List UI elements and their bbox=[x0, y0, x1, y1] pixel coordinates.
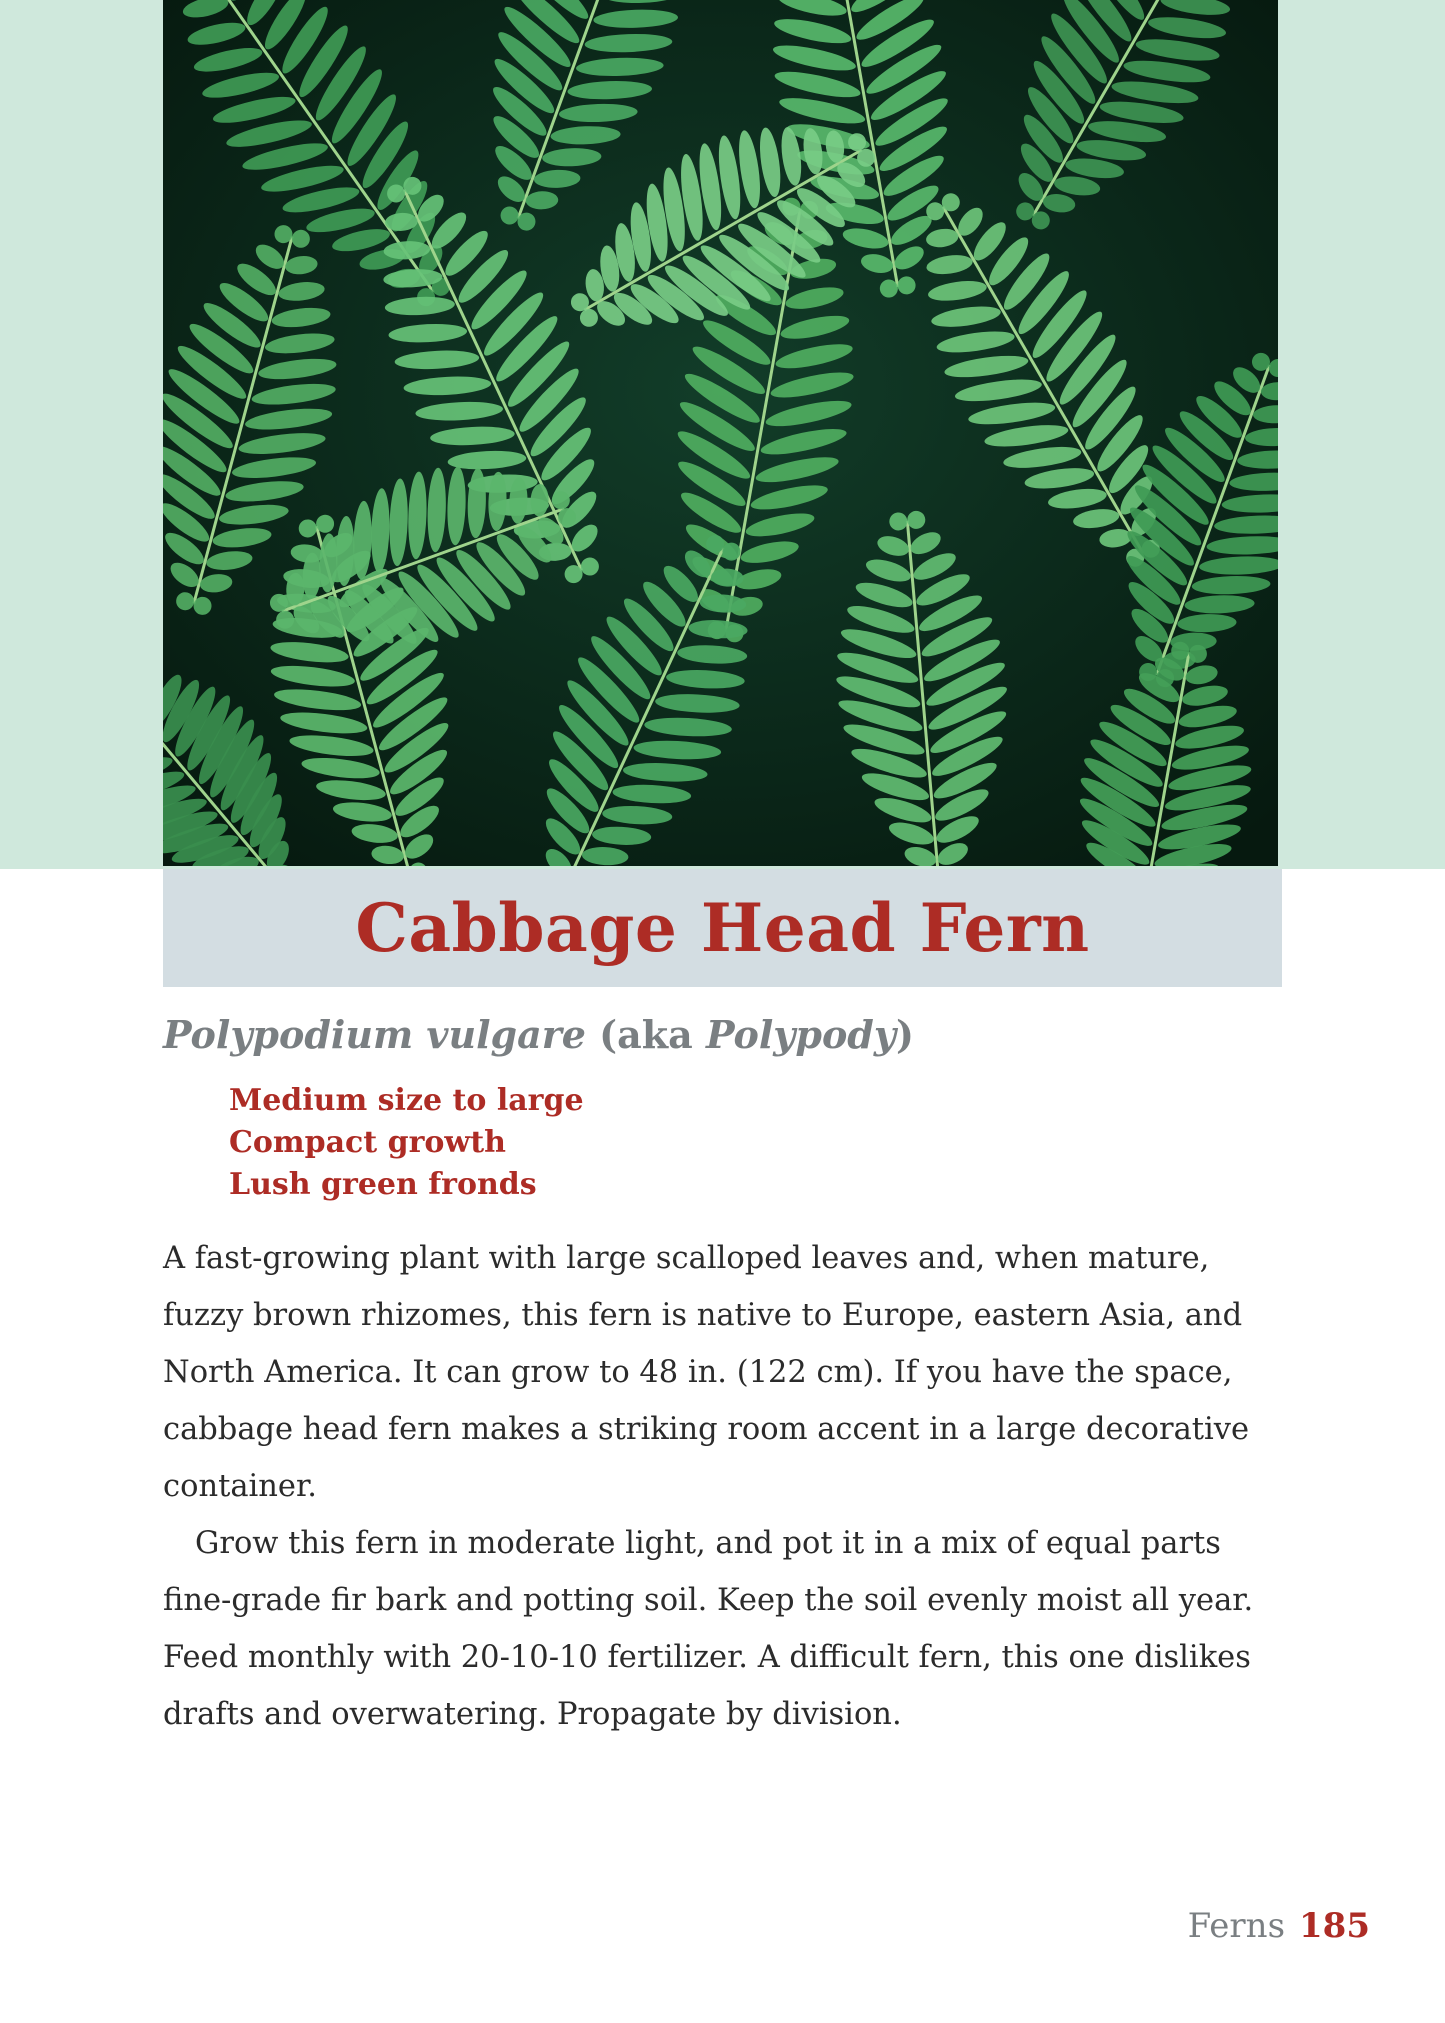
fern-photo-image bbox=[163, 0, 1278, 866]
aka-name: Polypody bbox=[705, 1012, 896, 1057]
scientific-name bbox=[163, 1012, 1263, 1057]
title-bar bbox=[163, 869, 1282, 987]
feature-list bbox=[229, 1080, 584, 1206]
description bbox=[163, 1230, 1263, 1743]
section-name: Ferns bbox=[1187, 1906, 1286, 1946]
description-paragraph: A fast-growing plant with large scalloped leaves and, when mature, fuzzy brown rhizomes, this fern is native to Europe, eastern Asia, and North America. It can grow to 48 in. (122 cm). If you have the space, cabbage head fern makes a striking room accent in a large decorative container. bbox=[163, 1241, 1250, 1504]
feature-item: Lush green fronds bbox=[229, 1167, 537, 1202]
description-paragraph: Grow this fern in moderate light, and pot it in a mix of equal parts fine-grade fir bark and potting soil. Keep the soil evenly moist all year. Feed monthly with 20-10-10 fertilizer. A difficult fern, this one dislikes drafts and overwatering. Propagate by division. bbox=[163, 1526, 1254, 1732]
latin-name: Polypodium vulgare bbox=[163, 1012, 586, 1057]
feature-item: Compact growth bbox=[229, 1125, 506, 1160]
aka-close: ) bbox=[895, 1012, 914, 1057]
aka-open: (aka bbox=[599, 1012, 706, 1057]
feature-item: Medium size to large bbox=[229, 1083, 584, 1118]
page-title: Cabbage Head Fern bbox=[355, 889, 1090, 967]
fern-photo bbox=[163, 0, 1278, 866]
page-footer bbox=[1188, 1906, 1370, 1946]
page-number: 185 bbox=[1299, 1906, 1370, 1946]
